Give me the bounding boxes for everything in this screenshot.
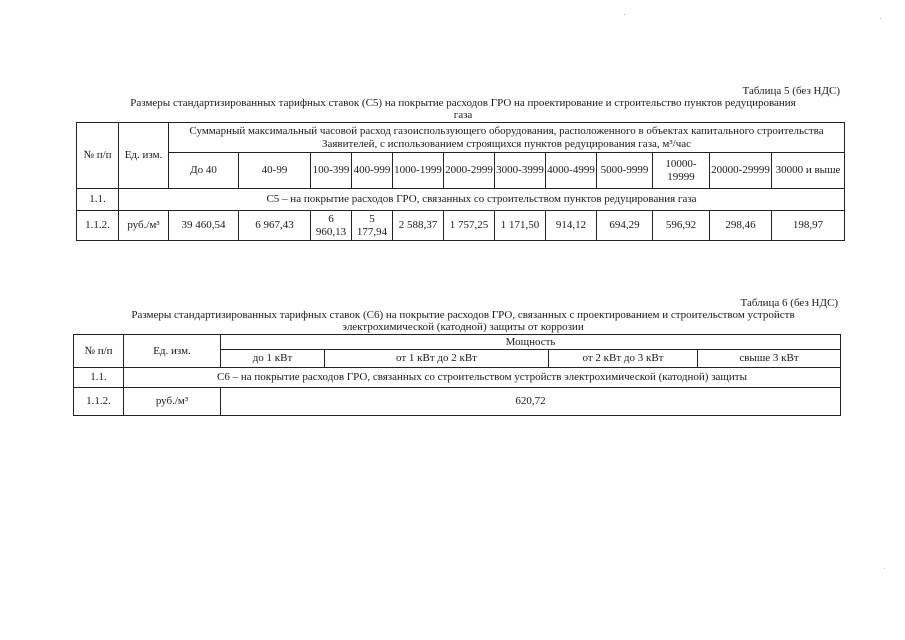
table6-range: от 2 кВт до 3 кВт — [549, 350, 698, 368]
scan-speck — [880, 18, 881, 19]
table5-header-unit: Ед. изм. — [119, 123, 169, 189]
table5-value: 298,46 — [710, 211, 772, 241]
table5-range: 2000-2999 — [444, 153, 495, 189]
table5-value: 694,29 — [597, 211, 653, 241]
table6-range: от 1 кВт до 2 кВт — [325, 350, 549, 368]
table5-value: 1 171,50 — [495, 211, 546, 241]
table5-value: 2 588,37 — [393, 211, 444, 241]
table-row — [77, 211, 845, 241]
table-row — [74, 388, 841, 416]
table5-range: 3000-3999 — [495, 153, 546, 189]
table5-range: 400-999 — [352, 153, 393, 189]
table5-group-header: Суммарный максимальный часовой расход газоиспользующего оборудования, расположенного в объектах капитального строительства Заявителей, с использованием строящихся пунктов редуцирования газа, м³/час — [169, 123, 845, 153]
table5-value: 198,97 — [772, 211, 845, 241]
table6-row2-no: 1.1.2. — [74, 388, 124, 416]
table5-title — [78, 97, 848, 121]
table5-row2-unit: руб./м³ — [119, 211, 169, 241]
table5-header-no: № п/п — [77, 123, 119, 189]
table5-value: 39 460,54 — [169, 211, 239, 241]
table5-value: 5 177,94 — [352, 211, 393, 241]
table6-range: до 1 кВт — [221, 350, 325, 368]
table6-row1-text: C6 – на покрытие расходов ГРО, связанных со строительством устройств электрохимической (катодной) защиты — [124, 368, 841, 388]
table6-title — [78, 309, 848, 333]
table6-row1-no: 1.1. — [74, 368, 124, 388]
table6-value: 620,72 — [221, 388, 841, 416]
table5-value: 914,12 — [546, 211, 597, 241]
table6-row2-unit: руб./м³ — [124, 388, 221, 416]
table5-range: 4000-4999 — [546, 153, 597, 189]
table5-range: 40-99 — [239, 153, 311, 189]
table-row — [74, 368, 841, 388]
table-row — [77, 189, 845, 211]
table5-value: 6 960,13 — [311, 211, 352, 241]
scan-speck — [884, 568, 885, 569]
table5-range: 20000-29999 — [710, 153, 772, 189]
table6-title-line1: Размеры стандартизированных тарифных ставок (C6) на покрытие расходов ГРО, связанных с проектированием и строительством устройств — [131, 309, 795, 321]
table6-group-header: Мощность — [221, 335, 841, 350]
table5-range-row — [77, 153, 845, 189]
table5-value: 596,92 — [653, 211, 710, 241]
table5-row2-no: 1.1.2. — [77, 211, 119, 241]
table5-value: 1 757,25 — [444, 211, 495, 241]
table5-title-line2: газа — [453, 109, 473, 121]
table5-range: 30000 и выше — [772, 153, 845, 189]
table6-title-line2: электрохимической (катодной) защиты от коррозии — [342, 321, 584, 333]
table5-range: 100-399 — [311, 153, 352, 189]
table5-range: До 40 — [169, 153, 239, 189]
table6-label: Таблица 6 (без НДС) — [740, 297, 838, 309]
table5 — [76, 122, 845, 241]
table5-value: 6 967,43 — [239, 211, 311, 241]
table6 — [73, 334, 841, 416]
table5-range: 5000-9999 — [597, 153, 653, 189]
table5-label: Таблица 5 (без НДС) — [742, 85, 840, 97]
table6-header-no: № п/п — [74, 335, 124, 368]
table5-row1-no: 1.1. — [77, 189, 119, 211]
table5-range: 10000-19999 — [653, 153, 710, 189]
table5-row1-text: C5 – на покрытие расходов ГРО, связанных со строительством пунктов редуцирования газа — [119, 189, 845, 211]
table5-range: 1000-1999 — [393, 153, 444, 189]
table5-title-line1: Размеры стандартизированных тарифных ставок (C5) на покрытие расходов ГРО на проектирование и строительство пунктов редуцирования — [130, 97, 796, 109]
table6-header-unit: Ед. изм. — [124, 335, 221, 368]
table6-range: свыше 3 кВт — [698, 350, 841, 368]
scan-speck — [624, 14, 625, 15]
